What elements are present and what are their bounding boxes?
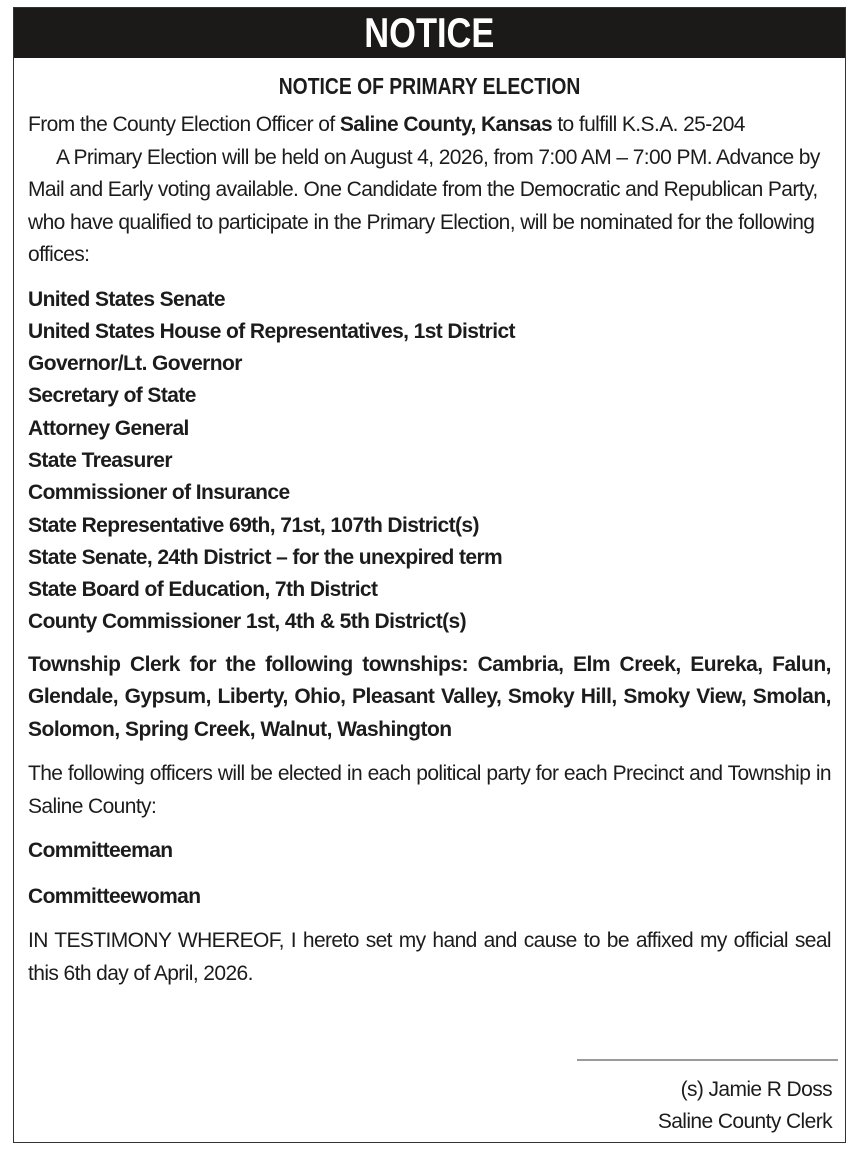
office-item: State Treasurer	[28, 448, 172, 472]
banner-title: NOTICE	[364, 9, 495, 56]
township-clerk-paragraph: Township Clerk for the following townships: Cambria, Elm Creek, Eureka, Falun, Glendale, Gypsum, Liberty, Ohio, Pleasant Valley, Smoky Hill, Smoky View, Smolan, Solomon, Spring Creek, Walnut, Washington	[28, 652, 831, 741]
office-item: Attorney General	[28, 416, 189, 440]
offices-list	[28, 284, 831, 639]
testimony-paragraph: IN TESTIMONY WHEREOF, I hereto set my hand and cause to be affixed my official seal this 6th day of April, 2026.	[28, 929, 831, 985]
intro-suffix: to fulfill K.S.A. 25-204	[552, 113, 745, 136]
notice-subtitle: NOTICE OF PRIMARY ELECTION	[278, 73, 581, 99]
office-item: Commissioner of Insurance	[28, 481, 290, 505]
office-item: State Senate, 24th District – for the unexpired term	[28, 545, 503, 569]
intro-prefix: From the County Election Officer of	[28, 113, 340, 136]
office-item: United States House of Representatives, 1st District	[28, 319, 515, 343]
legal-notice	[13, 7, 846, 1143]
intro-county: Saline County, Kansas	[339, 113, 553, 136]
office-item: County Commissioner 1st, 4th & 5th District(s)	[28, 610, 466, 634]
signature-title: Saline County Clerk	[657, 1110, 832, 1133]
office-item: Secretary of State	[28, 384, 196, 408]
election-paragraph: A Primary Election will be held on August 4, 2026, from 7:00 AM – 7:00 PM. Advance by Mail and Early voting available. One Candidate from the Democratic and Republican Party, who have qualified to participate in the Primary Election, will be nominated for the following offices:	[28, 145, 820, 266]
office-item: Governor/Lt. Governor	[28, 352, 242, 376]
committeeman-label: Committeeman	[28, 839, 173, 863]
office-item: State Board of Education, 7th District	[28, 578, 378, 602]
office-item: United States Senate	[28, 287, 225, 311]
notice-banner	[14, 8, 845, 58]
intro-paragraph	[28, 109, 831, 142]
committeewoman-label: Committeewoman	[28, 884, 201, 908]
officers-paragraph: The following officers will be elected in each political party for each Precinct and Township in Saline County:	[28, 762, 831, 818]
office-item: State Representative 69th, 71st, 107th District(s)	[28, 513, 479, 537]
signature-block	[658, 1074, 832, 1138]
notice-content	[28, 58, 831, 990]
signature-name: (s) Jamie R Doss	[680, 1078, 832, 1101]
signature-line	[577, 1059, 838, 1061]
